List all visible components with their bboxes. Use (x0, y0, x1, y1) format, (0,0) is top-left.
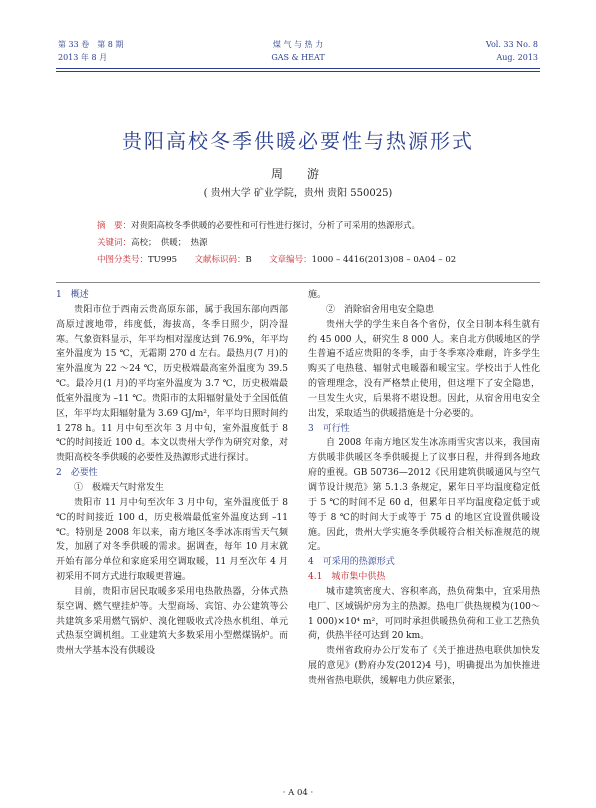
header-journal-en: GAS & HEAT (271, 53, 325, 62)
section-heading: 1 概述 (56, 290, 89, 300)
abstract-label: 摘 要： (97, 221, 132, 231)
clc-label: 中图分类号： (97, 255, 149, 265)
header-journal-cn: 煤 气 与 热 力 (272, 40, 324, 49)
page-number: · A 04 · (282, 788, 314, 798)
header-date-en: Aug. 2013 (496, 53, 538, 62)
body-divider (56, 282, 540, 283)
keywords-label: 关键词： (97, 238, 132, 248)
article-no-value: 1000 – 4416(2013)08 – 0A04 – 02 (311, 255, 457, 265)
section-heading: 3 可行性 (308, 423, 350, 434)
header-divider-thin (56, 71, 540, 72)
header-vol-cn: 第 33 卷 第 8 期 (58, 40, 124, 49)
clc-value: TU995 (148, 255, 178, 265)
body-paragraph: 施。 (308, 290, 327, 300)
keywords-text: 高校； 供暖； 热源 (131, 238, 208, 248)
body-paragraph: 目前，贵阳市居民取暖多采用电热散热器，分体式热泵空调、燃气壁挂炉等。大型商场、宾馆、办公建筑等公共建筑多采用燃气锅炉、溴化锂吸收式冷热水机组、单元式热泵空调机组。工业建筑大多数采用小型燃煤锅炉。而贵州大学基本没有供暖设 (56, 586, 288, 657)
body-paragraph: 贵州大学的学生来自各个省份，仅全日制本科生就有约 45 000 人，研究生 8 000 人。来自北方供暖地区的学生普遍不适应贵阳的冬季，由于冬季寒冷难耐，许多学生购买了电热毯、辐射式电暖器和暖宝宝。学校出于人性化的管理理念，没有严格禁止使用，但这埋下了安全隐患，一旦发生火灾，后果将不堪设想。因此，从宿舍用电安全出发，采取适当的供暖措施是十分必要的。 (308, 319, 540, 419)
body-paragraph: 贵阳市 11 月中旬至次年 3 月中旬，室外温度低于 8 ℃的时间接近 100 d，历史极端最低室外温度达到 –11 ℃。特别是 2008 年以来，南方地区冬季冰冻雨雪天气频发，加剧了对冬季供暖的需求。据调查，每年 10 月末就开始有部分单位和家庭采用空调取暖，11 月至次年 4 月初采用不同方式进行取暖更普遍。 (56, 497, 288, 583)
classification (97, 253, 456, 267)
paper-title: 贵阳高校冬季供暖必要性与热源形式 (122, 129, 474, 153)
subsection-heading: 4.1 城市集中供热 (308, 572, 386, 583)
body-paragraph: 自 2008 年南方地区发生冰冻雨雪灾害以来，我国南方供暖非供暖区冬季供暖提上了议事日程，并得到各地政府的重视。GB 50736—2012《民用建筑供暖通风与空气调节设计规范》第 5.1.3 条规定，累年日平均温度稳定低于 5 ℃的时间不足 60 d，但累年日平均温度稳定低于或等于 8 ℃的时间大于或等于 75 d 的地区宜设置供暖设施。因此，贵州大学实施冬季供暖符合相关标准规范的规定。 (308, 438, 540, 553)
keywords (97, 236, 208, 250)
abstract-text: 对贵阳高校冬季供暖的必要性和可行性进行探讨，分析了可采用的热源形式。 (131, 221, 421, 231)
paper-author: 周 游 (270, 167, 325, 181)
doc-code-label: 文献标识码： (194, 255, 246, 265)
section-heading: 2 必要性 (56, 468, 98, 479)
header-date-cn: 2013 年 8 月 (58, 53, 108, 62)
item-heading: ① 极端天气时常发生 (74, 482, 165, 493)
body-paragraph: 贵阳市位于西南云贵高原东部，属于我国东部向西部高原过渡地带，纬度低，海拔高，冬季日照少，阴冷湿寒。气象资料显示，年平均相对湿度达到 76.9%，年平均室外温度为 15 ℃，无霜期 270 d 左右。最热月(7 月)的室外温度为 22 ～24 ℃，历史极端最高室外温度为 39.5 ℃。最冷月(1 月)的平均室外温度为 3.7 ℃，历史极端最低室外温度为 –11 ℃。贵阳市的太阳辐射量处于全国低值区，年平均太阳辐射量为 3.69 GJ/m²，年平均日照时间约 1 278 h。11 月中旬至次年 3 月中旬，室外温度低于 8 ℃的时间接近 100 d。本文以贵州大学作为研究对象，对贵阳高校冬季供暖的必要性及热源形式进行探讨。 (56, 304, 288, 464)
header-divider (56, 68, 540, 69)
body-paragraph: 贵州省政府办公厅发布了《关于推进热电联供加快发展的意见》(黔府办发(2012)4 号)，明确提出为加快推进贵州省热电联供，缓解电力供应紧张， (308, 646, 540, 686)
header-volume-en (486, 38, 538, 64)
article-no-label: 文章编号： (269, 255, 312, 265)
abstract (97, 219, 420, 233)
left-column (56, 288, 288, 659)
doc-code-value: B (245, 255, 252, 265)
body-paragraph: 城市建筑密度大、容积率高，热负荷集中，宜采用热电厂、区域锅炉房为主的热源。热电厂供热规模为(100～1 000)×10⁴ m²，可同时承担供暖热负荷和工业工艺热负荷，供热半径可达到 20 km。 (308, 586, 540, 642)
paper-affiliation: ( 贵州大学 矿业学院，贵州 贵阳 550025) (203, 188, 393, 199)
header-vol-en: Vol. 33 No. 8 (485, 40, 538, 49)
item-heading: ② 消除宿舍用电安全隐患 (326, 304, 435, 315)
section-heading: 4 可采用的热源形式 (308, 557, 395, 568)
right-column (308, 288, 540, 689)
